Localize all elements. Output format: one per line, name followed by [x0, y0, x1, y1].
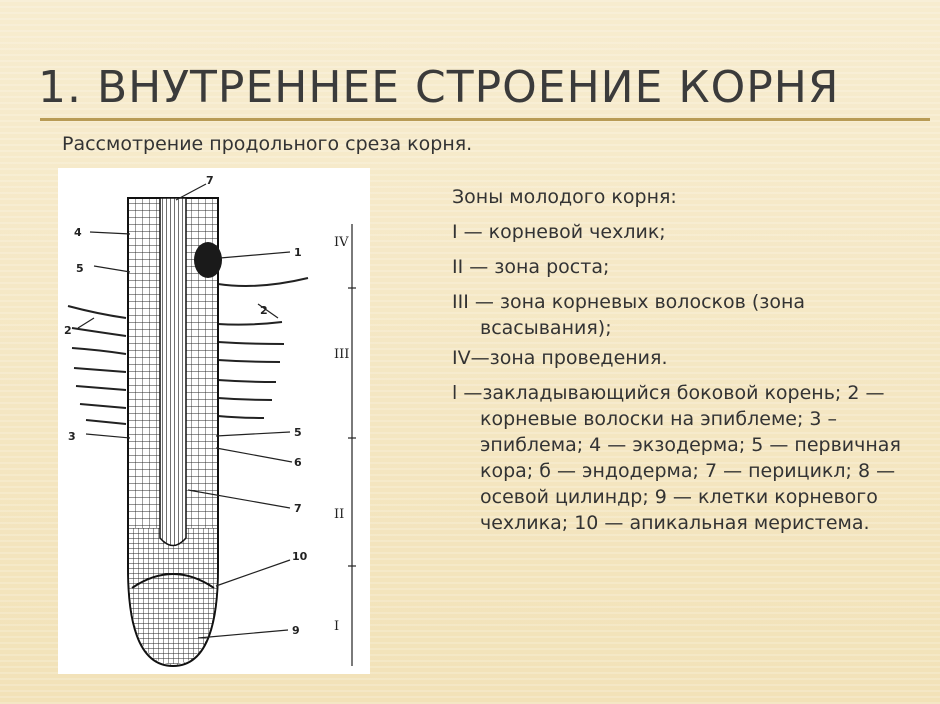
title-underline: [40, 118, 930, 121]
fig-label-9: 9: [292, 624, 300, 637]
central-cylinder: [160, 198, 186, 546]
root-section-figure: [58, 168, 370, 674]
fig-label-3: 3: [68, 430, 76, 443]
fig-label-6: 6: [294, 456, 302, 469]
fig-label-2-right: 2: [260, 304, 268, 317]
zone-label-i: I: [334, 619, 340, 634]
fig-label-1: 1: [294, 246, 302, 259]
root-hairs-left: [68, 306, 126, 424]
zone-label-ii: II: [334, 507, 345, 522]
legend-zone-3: III — зона корневых волосков (зона всасывания);: [452, 291, 806, 339]
slide-subtitle: Рассмотрение продольного среза корня.: [62, 133, 473, 155]
slide-title: 1. ВНУТРЕННЕЕ СТРОЕНИЕ КОРНЯ: [38, 62, 840, 113]
fig-label-7-bottom: 7: [294, 502, 302, 515]
zone-label-iv: IV: [334, 235, 349, 250]
legend-parts: l —закладывающийся боковой корень; 2 — корневые волоски на эпиблеме; 3 – эпиблема; 4 — экзодерма; 5 — первичная кора; б — эндодерма; 7 — перицикл; 8 — осевой цилиндр; 9 — клетки корневого чехлика; 10 — апикальная меристема.: [452, 382, 901, 534]
fig-label-10: 10: [292, 550, 308, 563]
fig-label-7-top: 7: [206, 174, 214, 187]
legend-zone-1: I — корневой чехлик;: [452, 221, 666, 243]
lateral-root: [194, 242, 222, 278]
fig-label-5: 5: [76, 262, 84, 275]
root-hairs-right: [218, 278, 308, 418]
legend-zone-2: II — зона роста;: [452, 256, 610, 278]
legend-zone-4: IV—зона проведения.: [452, 347, 668, 369]
fig-label-2-left: 2: [64, 324, 72, 337]
zone-label-iii: III: [334, 347, 350, 362]
legend-heading: Зоны молодого корня:: [452, 186, 677, 208]
legend: [452, 184, 922, 545]
fig-label-4: 4: [74, 226, 82, 239]
apical-meristem: [129, 528, 217, 664]
fig-label-5-right: 5: [294, 426, 302, 439]
